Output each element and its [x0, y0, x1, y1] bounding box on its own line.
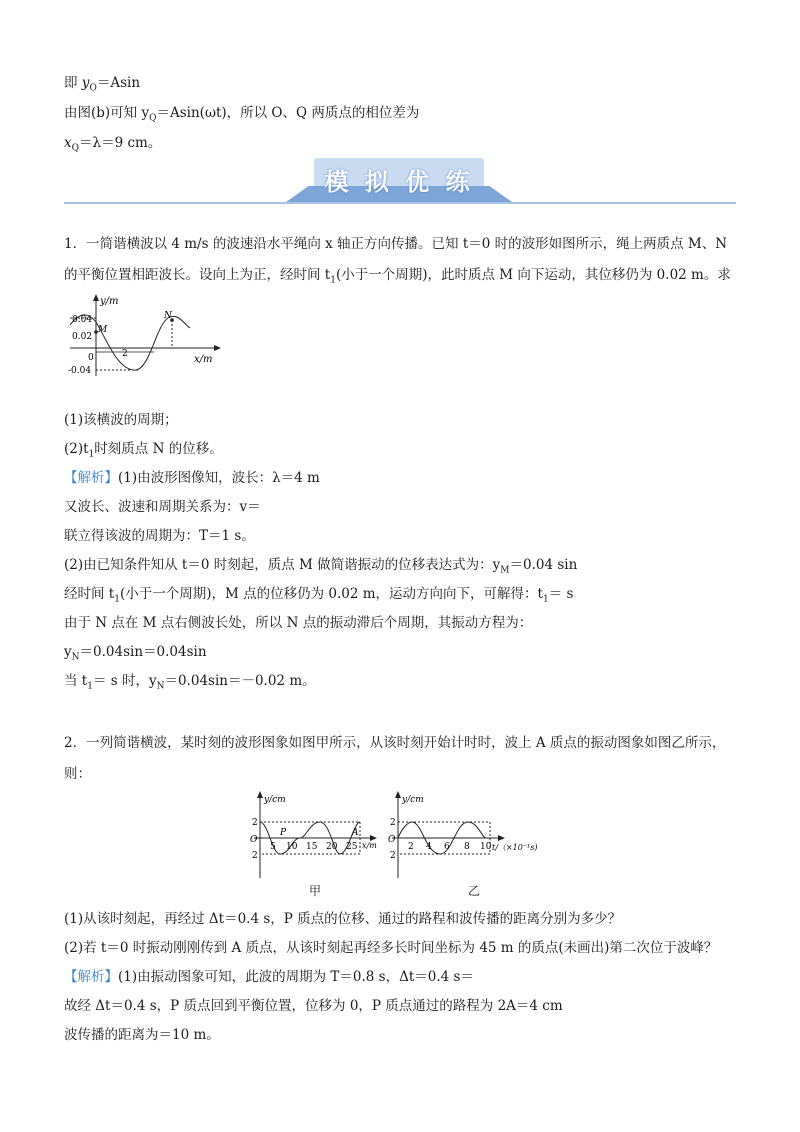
q2-answer-3: 波传播的距离为＝10 m。: [64, 1027, 220, 1043]
q2b-ylabel: y/cm: [402, 795, 424, 805]
q1-label-dist: 2: [122, 349, 128, 359]
q1-origin: 0: [88, 353, 94, 363]
q2b-tick-6: 6: [444, 842, 450, 852]
q2-answer-1: 【解析】(1)由振动图象可知，此波的周期为 T＝0.8 s，Δt＝0.4 s＝: [64, 969, 474, 985]
q2a-tick-5: 5: [270, 842, 276, 852]
q1-line-1: 1．一简谐横波以 4 m/s 的波速沿水平绳向 x 轴正方向传播。已知 t＝0 时的波形如图所示，绳上两质点 M、N: [64, 236, 728, 252]
q1-answer-tag: 【解析】: [64, 470, 118, 486]
q1-part-2: $(2)t_1$时刻质点 N 的位移。: [64, 441, 223, 460]
q2-line-1: 2．一列简谐横波，某时刻的波形图象如图甲所示，从该时刻开始计时时，波上 A 质点的振动图象如图乙所示，: [64, 735, 726, 751]
q2a-tick-10: 10: [286, 842, 298, 852]
q1-wave-figure: [66, 292, 226, 378]
intro-line-1: 即 $y_O=Asin$: [64, 75, 141, 94]
q2-answer-2: 故经 Δt＝0.4 s，P 质点回到平衡位置，位移为 0，P 质点通过的路程为 2A＝4 cm: [64, 998, 563, 1014]
q2a-y-arrow: [257, 791, 263, 798]
q1-x-arrow: [214, 345, 221, 351]
q2a-ybot: 2: [252, 851, 258, 861]
q1-answer-3: 联立得该波的周期为：T＝1 s。: [64, 528, 255, 544]
q2b-x-arrow: [498, 835, 505, 841]
q1-label-002: 0.02: [72, 332, 93, 342]
q1-answer-5: 经时间 $t_1$(小于一个周期)，M 点的位移仍为 0.02 m，运动方向向下，可解得：$t_1= s$: [64, 586, 574, 605]
q2a-ytop: 2: [252, 818, 258, 828]
q1-answer-1: 【解析】(1)由波形图像知，波长：λ＝4 m: [64, 470, 320, 486]
q1-label-neg: -0.04: [68, 366, 92, 376]
q2-figure-a: [244, 788, 384, 880]
q2a-tick-25: 25: [346, 842, 358, 852]
q2b-xlabel: t/（×10⁻¹s): [492, 843, 538, 852]
q2b-tick-8: 8: [464, 842, 470, 852]
q2b-origin: O: [388, 835, 396, 845]
q1-answer-2: 又波长、波速和周期关系为：v＝: [64, 499, 261, 515]
q1-answer-7: $y_N=0.04\sin=0.04\sin$: [64, 644, 207, 663]
banner-title: 模 拟 优 练: [324, 168, 474, 196]
q2b-tick-4: 4: [426, 842, 432, 852]
q1-answer-6: 由于 N 点在 M 点右侧波长处，所以 N 点的振动滞后个周期，其振动方程为：: [64, 615, 533, 631]
q1-part-1: (1)该横波的周期；: [64, 412, 178, 428]
section-banner: [64, 158, 736, 210]
q2a-label-a: A: [352, 828, 359, 838]
q1-y-arrow: [93, 294, 99, 301]
intro-line-3: $x_Q=\lambda=9$ cm。: [64, 135, 162, 154]
q2a-ylabel: y/cm: [264, 795, 286, 805]
q2-part-1: (1)从该时刻起，再经过 Δt＝0.4 s，P 质点的位移、通过的路程和波传播的距离分别为多少？: [64, 911, 622, 927]
q2a-label-p: P: [280, 828, 287, 838]
intro-line-2: 由图(b)可知 $y_Q=Asin(\omega t)$，所以 O、Q 两质点的相位差为: [64, 105, 420, 124]
q1-answer-4: (2)由已知条件知从 t＝0 时刻起，质点 M 做简谐振动的位移表达式为：$y_M=0.04$ sin: [64, 557, 578, 576]
q2-part-2: (2)若 t＝0 时振动刚刚传到 A 质点，从该时刻起再经多长时间坐标为 45 m 的质点(未画出)第二次位于波峰？: [64, 940, 718, 956]
q1-answer-8: 当 $t_1= s$ 时，$y_N=0.04\sin=-0.02$ m。: [64, 673, 316, 692]
q1-line-2: 的平衡位置相距波长。设向上为正，经时间 $t_1$(小于一个周期)，此时质点 M 向下运动，其位移仍为 0.02 m。求: [64, 267, 731, 286]
q2b-ytop: 2: [390, 818, 396, 828]
q1-label-m: M: [98, 325, 108, 335]
q2b-y-arrow: [395, 791, 401, 798]
q2a-xlabel: x/m: [362, 841, 377, 850]
banner-rule: [64, 202, 736, 204]
q2a-tick-15: 15: [306, 842, 318, 852]
q2a-origin: O: [250, 835, 258, 845]
q2b-tick-10: 10: [480, 842, 492, 852]
q2-figure-b: [382, 788, 566, 880]
q1-label-n: N: [164, 311, 172, 321]
q2-answer-tag: 【解析】: [64, 969, 118, 985]
q1-xlabel: x/m: [194, 354, 213, 365]
q2b-ybot: 2: [390, 851, 396, 861]
q2a-tick-20: 20: [326, 842, 338, 852]
q2-figure-b-caption: 乙: [468, 884, 481, 898]
q2-line-2: 则：: [64, 766, 91, 782]
q2b-tick-2: 2: [408, 842, 414, 852]
q1-ylabel: y/m: [100, 296, 119, 307]
q1-label-004: 0.04: [72, 315, 93, 325]
q2-figure-a-caption: 甲: [309, 884, 322, 898]
